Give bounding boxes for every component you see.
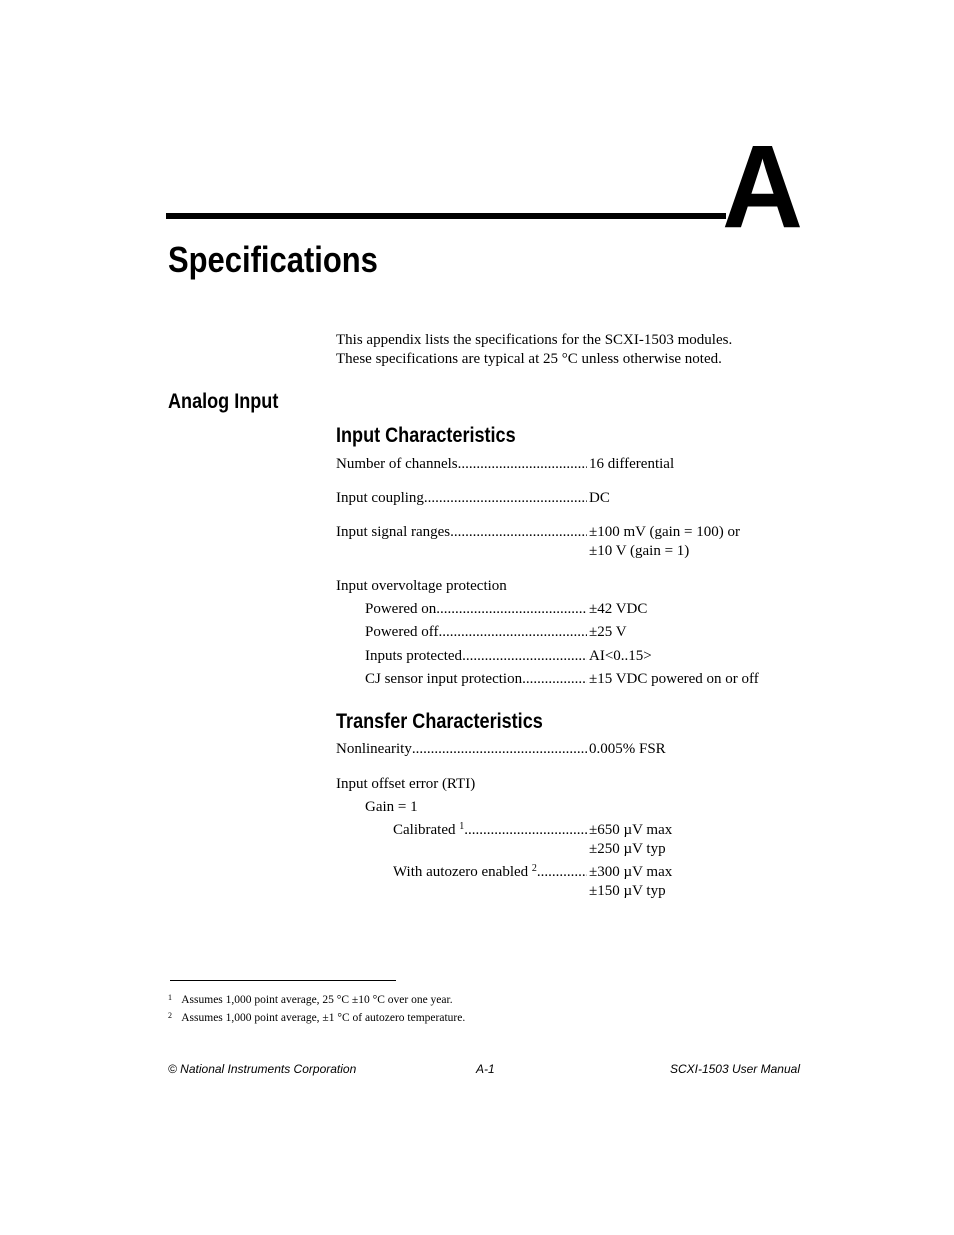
- footer-page-number: A-1: [476, 1062, 495, 1076]
- footnote-text: Assumes 1,000 point average, 25 °C ±10 °C over one year.: [181, 994, 453, 1006]
- footnote-rule: [170, 980, 396, 981]
- spec-label: Powered off: [365, 624, 439, 640]
- intro-paragraph: [336, 331, 732, 369]
- spec-value: 16 differential: [589, 456, 675, 472]
- spec-label: Nonlinearity: [336, 741, 412, 757]
- spec-label: Inputs protected: [365, 648, 463, 664]
- spec-label-text: Calibrated: [393, 822, 456, 838]
- spec-value: ±10 V (gain = 1): [589, 543, 690, 559]
- footnote: [168, 991, 453, 1007]
- dot-leader: [522, 670, 587, 689]
- dot-leader: [424, 489, 587, 508]
- footer-right: SCXI-1503 User Manual: [669, 1062, 800, 1076]
- subsection-heading-transfer-characteristics: Transfer Characteristics: [336, 710, 543, 733]
- spec-value: ±15 VDC powered on or off: [589, 671, 759, 687]
- dot-leader: [458, 455, 587, 474]
- dot-leader: [436, 600, 587, 619]
- subsection-heading-input-characteristics: Input Characteristics: [336, 424, 516, 447]
- spec-subgroup-label: Gain = 1: [365, 799, 418, 815]
- spec-value: ±25 V: [589, 624, 627, 640]
- footnote: [168, 1009, 465, 1025]
- spec-label: Number of channels: [336, 456, 458, 472]
- spec-label: Input coupling: [336, 490, 424, 506]
- spec-group-label: Input overvoltage protection: [336, 578, 507, 594]
- spec-value: 0.005% FSR: [589, 741, 666, 757]
- spec-label: [393, 863, 537, 882]
- spec-row-autozero: [393, 863, 773, 882]
- dot-leader: [464, 821, 587, 840]
- intro-line: These specifications are typical at 25 °C unless otherwise noted.: [336, 351, 722, 367]
- spec-group-label: Input offset error (RTI): [336, 776, 476, 792]
- spec-value: ±300 µV max: [589, 864, 673, 880]
- page-title: Specifications: [168, 239, 378, 280]
- spec-row-inputs-protected: [365, 647, 765, 666]
- footnote-text: Assumes 1,000 point average, ±1 °C of autozero temperature.: [181, 1012, 466, 1024]
- spec-value: ±42 VDC: [589, 601, 648, 617]
- spec-label: [393, 821, 464, 840]
- footer-left: © National Instruments Corporation: [168, 1062, 357, 1076]
- dot-leader: [450, 523, 587, 542]
- dot-leader: [462, 647, 587, 666]
- spec-value: ±650 µV max: [589, 822, 673, 838]
- footnote-ref[interactable]: 1: [459, 821, 465, 832]
- footnote-number: 1: [168, 993, 172, 1002]
- spec-value: ±150 µV typ: [589, 883, 666, 899]
- spec-label: Powered on: [365, 601, 437, 617]
- intro-line: This appendix lists the specifications for the SCXI-1503 modules.: [336, 332, 733, 348]
- spec-row-powered-on: [365, 600, 765, 619]
- footnote-ref[interactable]: 2: [531, 863, 537, 874]
- dot-leader: [537, 863, 587, 882]
- spec-label: CJ sensor input protection: [365, 671, 523, 687]
- spec-value: AI<0..15>: [589, 648, 652, 664]
- spec-row-input-coupling: [336, 489, 756, 508]
- spec-label-text: With autozero enabled: [393, 864, 529, 880]
- spec-label: Input signal ranges: [336, 524, 451, 540]
- section-heading-analog-input: Analog Input: [168, 390, 279, 413]
- chapter-rule: [166, 213, 726, 219]
- dot-leader: [412, 740, 587, 759]
- footnote-number: 2: [168, 1011, 172, 1020]
- dot-leader: [438, 623, 587, 642]
- spec-row-number-of-channels: [336, 455, 756, 474]
- spec-value: ±100 mV (gain = 100) or: [589, 524, 740, 540]
- spec-row-calibrated: [393, 821, 773, 840]
- spec-row-powered-off: [365, 623, 765, 642]
- spec-row-nonlinearity: [336, 740, 756, 759]
- chapter-letter: A: [722, 121, 802, 253]
- spec-value: ±250 µV typ: [589, 841, 666, 857]
- spec-value: DC: [589, 490, 610, 506]
